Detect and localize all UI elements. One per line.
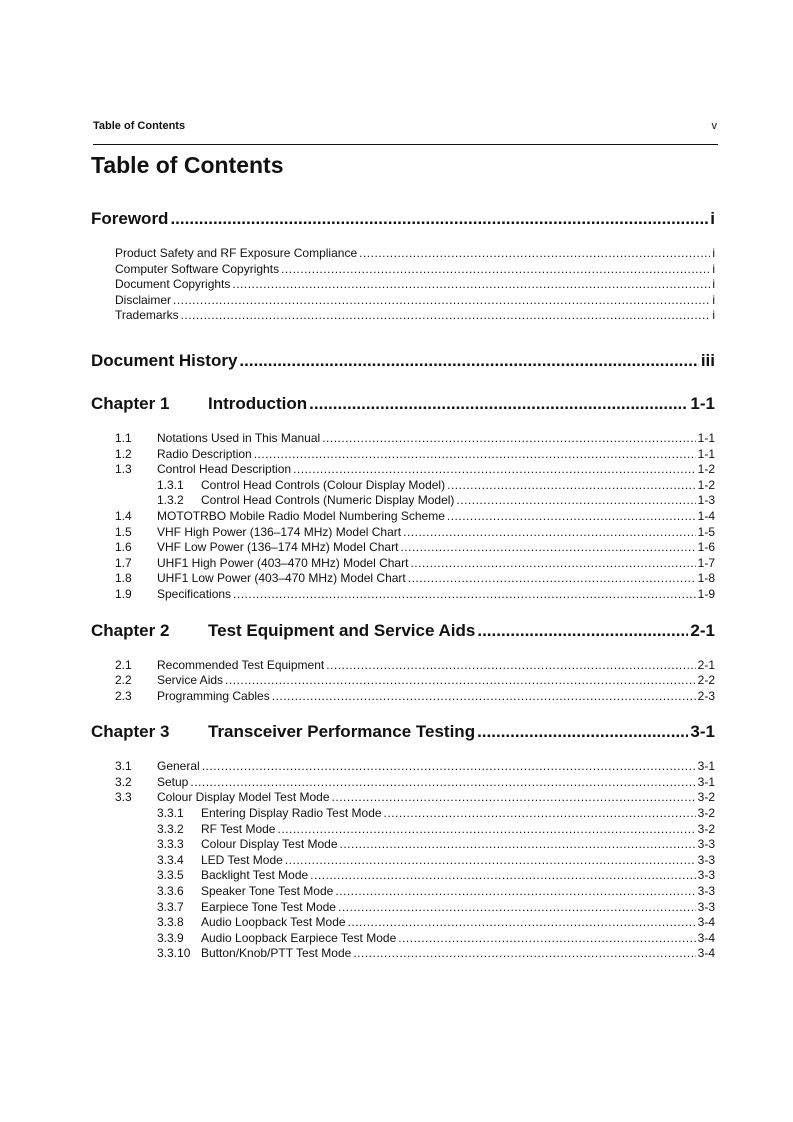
toc-entry-page: 2-2 <box>697 673 715 688</box>
toc-entry[interactable] <box>91 822 715 838</box>
section-heading <box>91 946 351 962</box>
toc-entry[interactable] <box>91 915 715 931</box>
toc-entry[interactable] <box>91 658 715 674</box>
section-number: 1.3.1 <box>157 477 184 492</box>
page-title: Table of Contents <box>91 152 284 178</box>
dot-leader <box>225 673 696 689</box>
spacer <box>91 646 715 658</box>
section-heading <box>91 540 398 556</box>
toc-entry-page: 1-1 <box>697 446 715 461</box>
toc-entry-page: 3-2 <box>697 806 715 821</box>
toc-entry-label: UHF1 High Power (403–470 MHz) Model Chart <box>157 555 409 570</box>
dot-leader <box>272 689 696 705</box>
toc-entry-chapter[interactable] <box>91 717 715 747</box>
toc-entry-page: 3-3 <box>697 837 715 852</box>
toc-entry-label: Foreword <box>91 209 169 228</box>
toc-entry-label: Trademarks <box>115 308 179 323</box>
spacer <box>91 704 715 717</box>
toc-entry-page: i <box>712 277 715 292</box>
toc-entry-page: i <box>712 308 715 323</box>
toc-entry[interactable] <box>91 525 715 541</box>
toc-entry-label: Document History <box>91 350 238 370</box>
section-number: 1.1 <box>115 430 132 445</box>
toc-entry-chapter[interactable] <box>91 616 715 646</box>
section-number: 3.3.6 <box>157 884 184 899</box>
toc-entry-page: 1-3 <box>697 493 715 508</box>
section-heading <box>91 900 336 916</box>
dot-leader <box>181 308 711 324</box>
section-number: 3.3.2 <box>157 821 184 836</box>
toc-entry-label: LED Test Mode <box>201 852 283 867</box>
toc-entry-label: MOTOTRBO Mobile Radio Model Numbering Scheme <box>157 508 445 523</box>
toc-entry[interactable] <box>91 884 715 900</box>
section-number: 3.3.5 <box>157 868 184 883</box>
toc-entry-page: 1-9 <box>697 586 715 601</box>
toc-entry-label: Control Head Description <box>157 462 292 477</box>
toc-entry-label: Colour Display Test Mode <box>201 837 338 852</box>
section-number: 1.3 <box>115 462 132 477</box>
dot-leader <box>477 717 688 747</box>
dot-leader <box>353 946 695 962</box>
toc-entry-page: 3-1 <box>697 759 715 774</box>
section-heading <box>91 868 308 884</box>
section-heading <box>91 806 382 822</box>
dot-leader <box>359 246 710 262</box>
spacer <box>91 603 715 616</box>
section-number: 3.3.7 <box>157 899 184 914</box>
chapter-title: Transceiver Performance Testing <box>208 722 476 742</box>
toc-entry-label: Recommended Test Equipment <box>157 657 325 672</box>
chapter-list <box>91 389 715 962</box>
toc-entry[interactable] <box>91 447 715 463</box>
section-heading <box>91 822 275 838</box>
toc-entry-label: Audio Loopback Test Mode <box>201 915 346 930</box>
dot-leader <box>310 868 695 884</box>
dot-leader <box>254 447 696 463</box>
dot-leader <box>170 204 708 234</box>
toc-entry[interactable] <box>91 556 715 572</box>
toc-entry-label: RF Test Mode <box>201 821 276 836</box>
toc-entry-page: 3-3 <box>697 899 715 914</box>
toc-entry-label: UHF1 Low Power (403–470 MHz) Model Chart <box>157 571 406 586</box>
toc-entry-page: 2-1 <box>690 620 715 640</box>
chapter-title: Introduction <box>208 393 308 413</box>
chapter-heading <box>91 389 307 419</box>
toc-entry[interactable] <box>91 262 715 278</box>
section-heading <box>91 837 338 853</box>
toc-entry-label: Specifications <box>157 586 232 601</box>
section-heading <box>91 775 188 791</box>
toc-entry-label: Notations Used in This Manual <box>157 430 321 445</box>
section-number: 3.3.1 <box>157 806 184 821</box>
section-heading <box>91 759 200 775</box>
dot-leader <box>400 540 695 556</box>
section-number: 3.3.10 <box>157 946 191 961</box>
section-number: 2.2 <box>115 673 132 688</box>
section-number: 3.3.9 <box>157 930 184 945</box>
toc-entry[interactable] <box>91 806 715 822</box>
section-heading <box>91 462 291 478</box>
section-heading <box>91 673 223 689</box>
toc-entry-chapter[interactable] <box>91 389 715 419</box>
dot-leader <box>332 790 696 806</box>
toc-entry-label: Computer Software Copyrights <box>115 261 280 276</box>
toc-entry[interactable] <box>91 587 715 603</box>
toc-entry-page: 3-3 <box>697 884 715 899</box>
dot-leader <box>410 556 695 572</box>
toc-entry-page: i <box>712 292 715 307</box>
toc-entry-label: Programming Cables <box>157 688 270 703</box>
toc-entry[interactable] <box>91 759 715 775</box>
toc-entry-document-history[interactable] <box>91 346 715 376</box>
section-heading <box>91 509 445 525</box>
section-heading <box>91 556 408 572</box>
toc-entry-page: 3-4 <box>697 946 715 961</box>
toc-entry-page: 2-1 <box>697 657 715 672</box>
dot-leader <box>326 658 695 674</box>
toc-entry[interactable] <box>91 837 715 853</box>
dot-leader <box>477 616 688 646</box>
dot-leader <box>293 462 696 478</box>
dot-leader <box>338 900 696 916</box>
section-heading <box>91 478 445 494</box>
dot-leader <box>239 346 698 376</box>
toc-entry-page: 1-5 <box>697 524 715 539</box>
section-number: 1.7 <box>115 555 132 570</box>
dot-leader <box>408 571 696 587</box>
toc-entry-label: Disclaimer <box>115 292 172 307</box>
toc-entry-label: Colour Display Model Test Mode <box>157 790 330 805</box>
toc-entry-page: iii <box>700 350 715 370</box>
toc-entry[interactable] <box>91 853 715 869</box>
section-number: 1.2 <box>115 446 132 461</box>
section-heading <box>91 915 346 931</box>
dot-leader <box>447 509 696 525</box>
toc-entry[interactable] <box>91 509 715 525</box>
section-heading <box>91 587 231 603</box>
dot-leader <box>398 931 695 947</box>
dot-leader <box>202 759 696 775</box>
toc-entry-label: Entering Display Radio Test Mode <box>201 806 382 821</box>
chapter-number: Chapter 2 <box>91 620 170 640</box>
section-number: 3.1 <box>115 759 132 774</box>
toc-entry-label: Product Safety and RF Exposure Compliance <box>115 246 358 260</box>
toc-entry-page: i <box>712 246 715 260</box>
section-number: 3.3 <box>115 790 132 805</box>
toc-entry[interactable] <box>91 775 715 791</box>
toc-entry[interactable] <box>91 900 715 916</box>
dot-leader <box>322 431 695 447</box>
dot-leader <box>348 915 696 931</box>
toc-entry[interactable] <box>91 277 715 293</box>
section-number: 2.3 <box>115 688 132 703</box>
dot-leader <box>335 884 695 900</box>
section-heading <box>91 447 252 463</box>
toc-entry[interactable] <box>91 431 715 447</box>
toc-entry-page: 3-1 <box>690 722 715 742</box>
toc-entry-label: Control Head Controls (Numeric Display Model) <box>201 493 455 508</box>
chapter-number: Chapter 3 <box>91 722 170 742</box>
dot-leader <box>277 822 695 838</box>
foreword-items <box>91 246 715 324</box>
toc-entry-label: Button/Knob/PTT Test Mode <box>201 946 352 961</box>
toc-entry-page: 1-4 <box>697 508 715 523</box>
toc-entry-page: 1-1 <box>690 393 715 413</box>
section-number: 3.3.4 <box>157 852 184 867</box>
toc-entry[interactable] <box>91 246 715 262</box>
header-section-title: Table of Contents <box>93 120 186 132</box>
toc-entry[interactable] <box>91 308 715 324</box>
dot-leader <box>340 837 696 853</box>
toc-entry-label: VHF High Power (136–174 MHz) Model Chart <box>157 524 402 539</box>
dot-leader <box>285 853 696 869</box>
toc-entry-page: 1-2 <box>697 462 715 477</box>
section-number: 1.3.2 <box>157 493 184 508</box>
dot-leader <box>190 775 695 791</box>
toc-entry-page: i <box>712 261 715 276</box>
toc-entry-page: 2-3 <box>697 688 715 703</box>
section-number: 1.6 <box>115 540 132 555</box>
header-divider <box>93 144 718 145</box>
toc-entry[interactable] <box>91 673 715 689</box>
toc-entry[interactable] <box>91 946 715 962</box>
toc-entry[interactable] <box>91 293 715 309</box>
toc-entry-page: 3-1 <box>697 774 715 789</box>
dot-leader <box>173 293 710 309</box>
toc-entry-label: VHF Low Power (136–174 MHz) Model Chart <box>157 540 399 555</box>
toc-entry-page: i <box>710 209 715 228</box>
toc-entry-label: Earpiece Tone Test Mode <box>201 899 336 914</box>
chapter-title: Test Equipment and Service Aids <box>208 620 476 640</box>
toc-entry-page: 3-2 <box>697 790 715 805</box>
dot-leader <box>233 587 696 603</box>
dot-leader <box>384 806 696 822</box>
section-number: 2.1 <box>115 657 132 672</box>
section-heading <box>91 493 454 509</box>
section-number: 1.4 <box>115 508 132 523</box>
toc-entry-page: 3-4 <box>697 915 715 930</box>
chapter-heading <box>91 616 475 646</box>
toc-entry-label: Control Head Controls (Colour Display Model) <box>201 477 446 492</box>
section-number: 1.5 <box>115 524 132 539</box>
toc-entry[interactable] <box>91 462 715 478</box>
section-number: 3.3.3 <box>157 837 184 852</box>
toc-entry-label: Backlight Test Mode <box>201 868 309 883</box>
toc-entry-page: 1-7 <box>697 555 715 570</box>
section-number: 3.2 <box>115 774 132 789</box>
header-page-number: v <box>711 120 717 132</box>
toc-entry-page: 1-8 <box>697 571 715 586</box>
dot-leader <box>403 525 696 541</box>
toc-entry[interactable] <box>91 931 715 947</box>
section-heading <box>91 790 330 806</box>
toc-entry[interactable] <box>91 540 715 556</box>
dot-leader <box>447 478 696 494</box>
section-heading <box>91 431 320 447</box>
toc-entry-label: General <box>157 759 200 774</box>
dot-leader <box>456 493 695 509</box>
toc-entry-page: 3-3 <box>697 868 715 883</box>
toc-entry-page: 3-2 <box>697 821 715 836</box>
dot-leader <box>281 262 710 278</box>
toc-entry-page: 3-4 <box>697 930 715 945</box>
toc-entry[interactable] <box>91 478 715 494</box>
section-heading <box>91 689 270 705</box>
section-heading <box>91 525 401 541</box>
dot-leader <box>309 389 688 419</box>
toc-entry[interactable] <box>91 493 715 509</box>
table-of-contents <box>91 204 715 962</box>
toc-entry-label: Radio Description <box>157 446 252 461</box>
spacer <box>91 419 715 431</box>
toc-entry[interactable] <box>91 571 715 587</box>
toc-entry-label: Setup <box>157 774 189 789</box>
toc-entry-label: Speaker Tone Test Mode <box>201 884 334 899</box>
toc-entry-foreword[interactable] <box>91 204 715 234</box>
section-heading <box>91 853 283 869</box>
toc-entry-label: Service Aids <box>157 673 224 688</box>
section-number: 1.9 <box>115 586 132 601</box>
toc-entry-page: 3-3 <box>697 852 715 867</box>
toc-entry[interactable] <box>91 790 715 806</box>
toc-entry-page: 1-6 <box>697 540 715 555</box>
section-heading <box>91 884 333 900</box>
spacer <box>91 747 715 759</box>
toc-entry-page: 1-2 <box>697 477 715 492</box>
chapter-number: Chapter 1 <box>91 393 170 413</box>
section-heading <box>91 571 406 587</box>
section-number: 1.8 <box>115 571 132 586</box>
section-heading <box>91 658 324 674</box>
section-number: 3.3.8 <box>157 915 184 930</box>
toc-entry-label: Audio Loopback Earpiece Test Mode <box>201 930 397 945</box>
chapter-heading <box>91 717 475 747</box>
section-heading <box>91 931 396 947</box>
toc-entry[interactable] <box>91 689 715 705</box>
dot-leader <box>232 277 710 293</box>
toc-entry[interactable] <box>91 868 715 884</box>
running-header <box>93 120 717 142</box>
toc-entry-label: Document Copyrights <box>115 277 231 292</box>
toc-entry-page: 1-1 <box>697 430 715 445</box>
